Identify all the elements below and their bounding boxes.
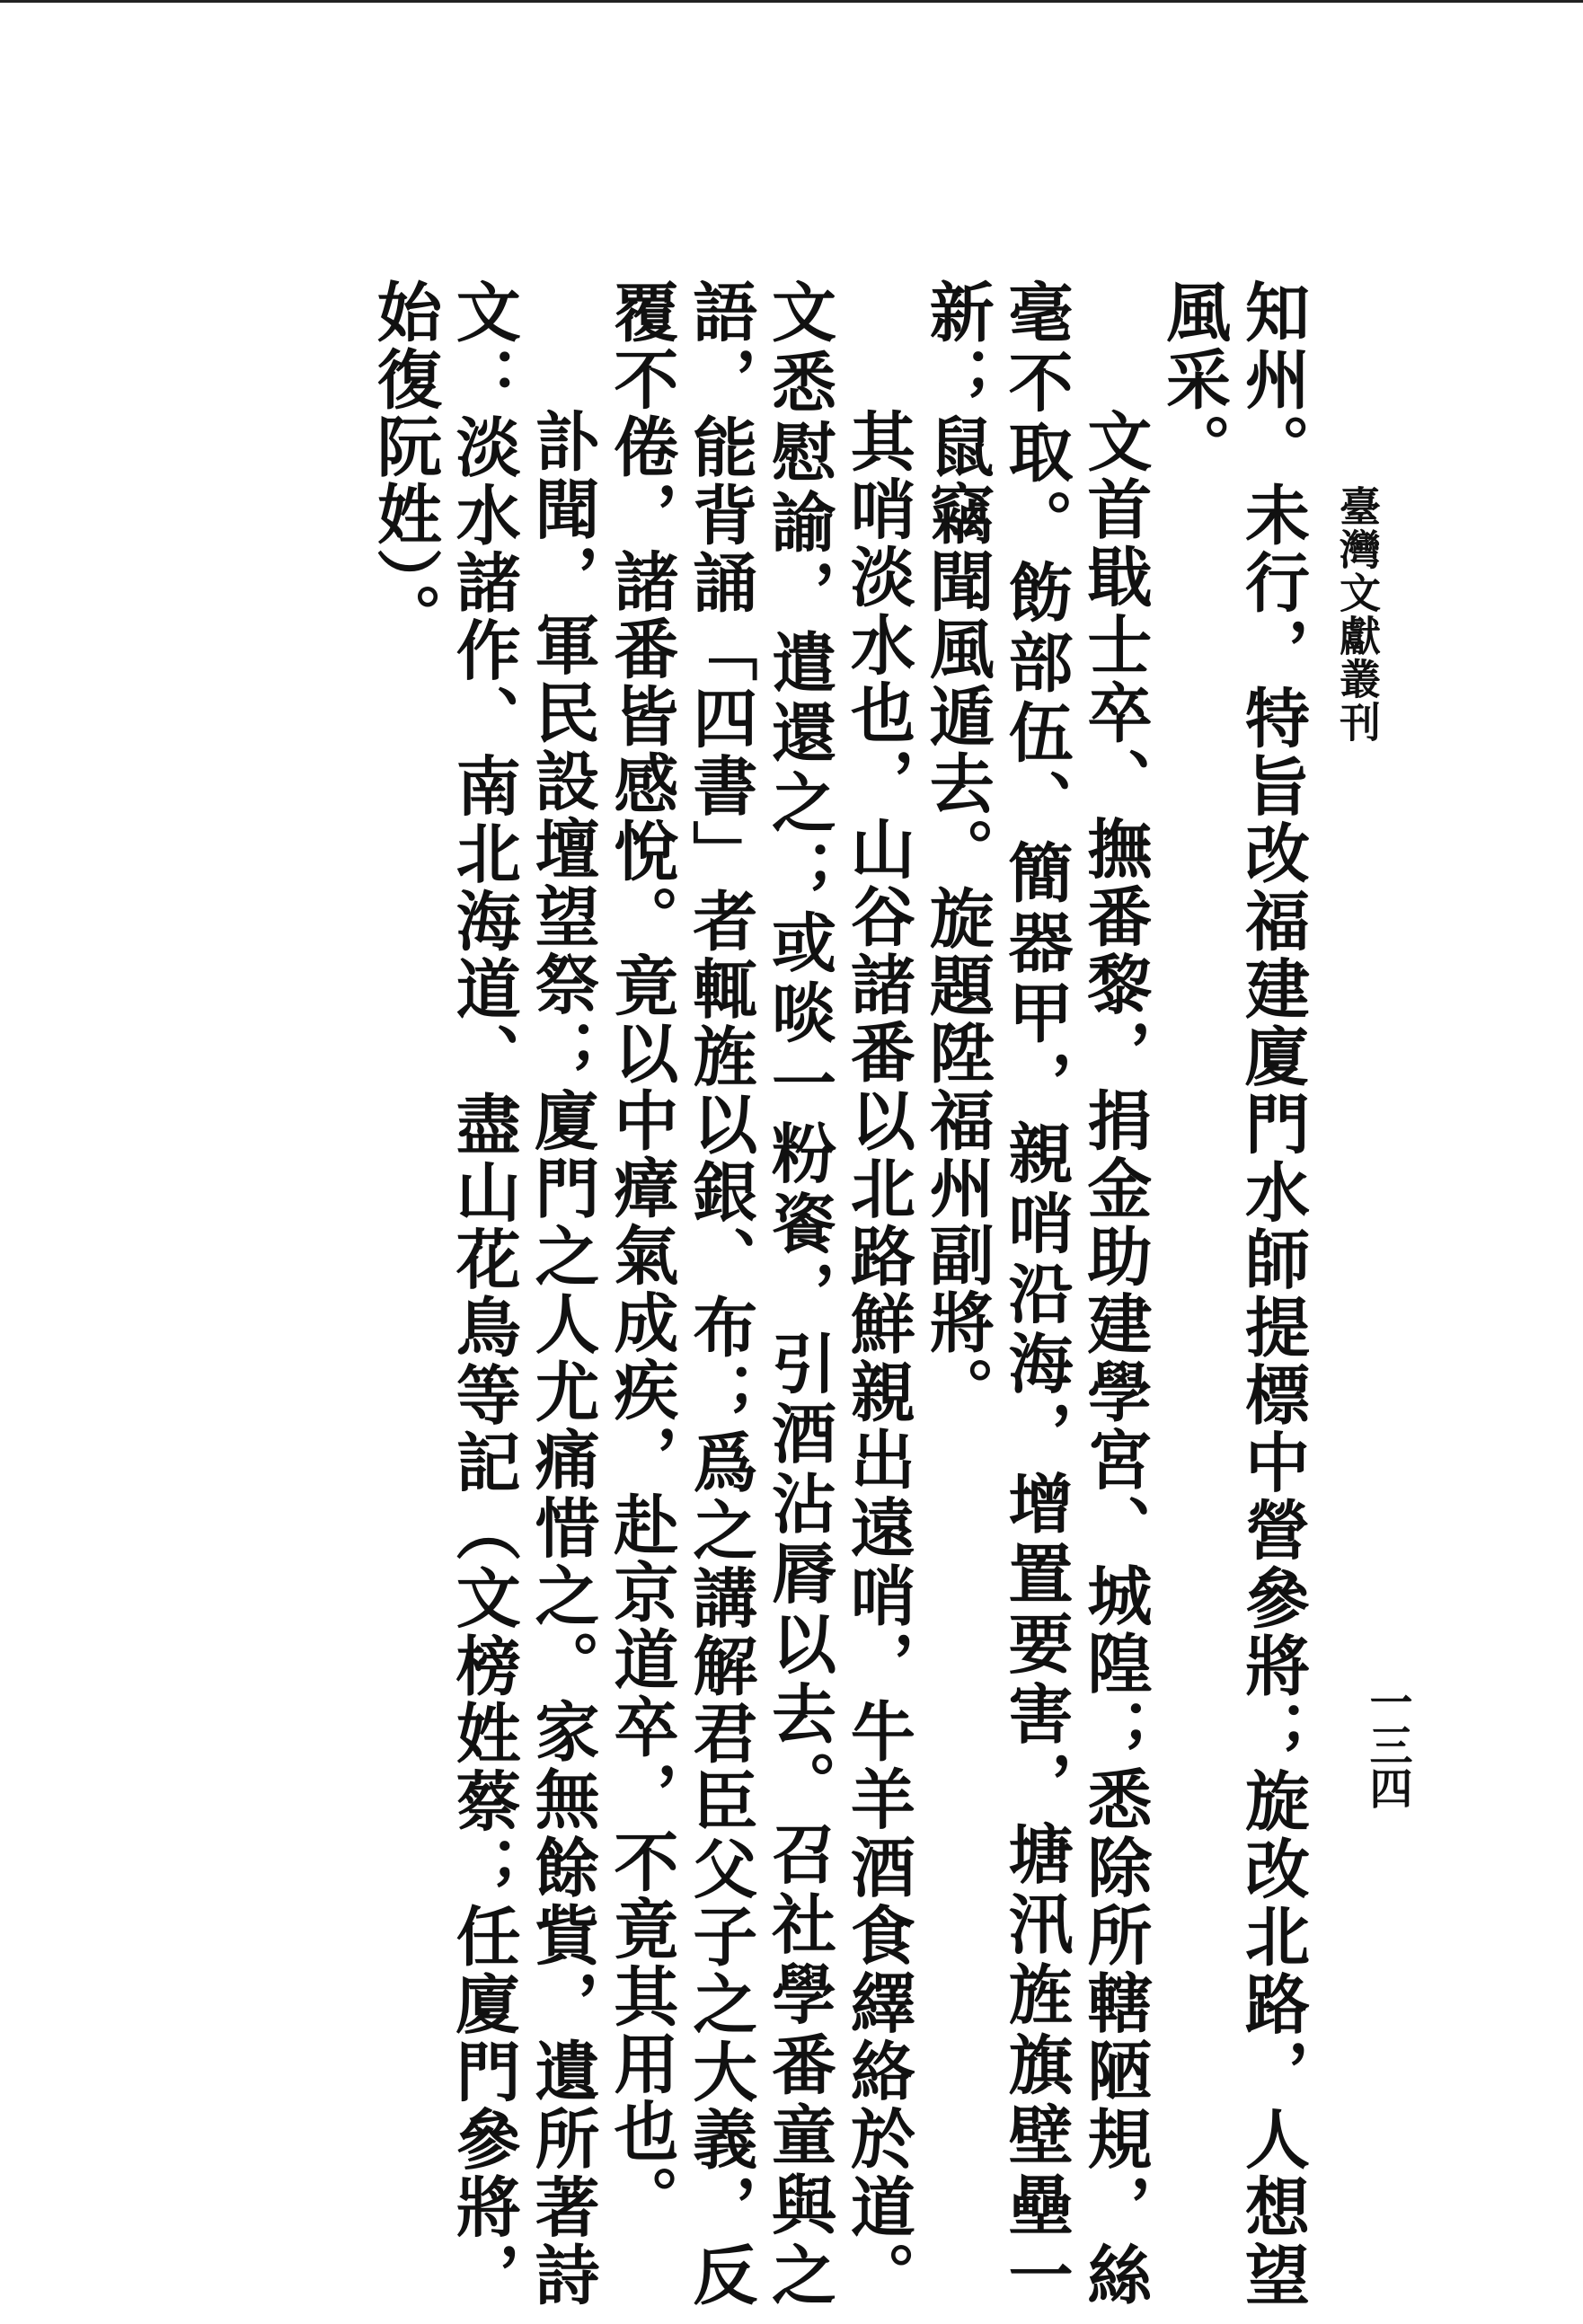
running-header-title: 臺灣文獻叢刊 (1333, 485, 1382, 744)
body-text-block (366, 278, 1312, 2309)
paragraph-2: 文首戢士卒、撫番黎，捐金助建學宮、城隍；悉除所轄陋規，絲毫不取。飭部伍、簡器甲，親哨沿海，增置要害，塘汛旌旗壁壘一新；鼠竊聞風遁去。旋題陞福州副將。 (918, 278, 1154, 2309)
top-border-line (0, 0, 1583, 3)
paragraph-4: 訃聞，軍民設壇望祭；廈門之人尤痛惜之。家無餘貲，遺所著詩文：淡水諸作、南北海道、盡山花鳥等記（文榜姓蔡；任廈門參將，始復阮姓）。 (366, 278, 601, 2309)
paragraph-1: 知州。未行，特旨改福建廈門水師提標中營參將；旋改北路，人想望風采。 (1155, 278, 1311, 2309)
page-number: 一三四 (1362, 1680, 1412, 1809)
paragraph-3: 其哨淡水也，山谷諸番以北路鮮親出遠哨，牛羊酒食繹絡於道。文悉慰諭，遣還之；或啖一粉餈，引酒沾脣以去。召社學番童與之語，能背誦「四書」者輒旌以銀、布；爲之講解君臣父子之大義，反覆不倦，諸番皆感悅。竟以中瘴氣成疾，赴京道卒，不竟其用也。 (603, 278, 916, 2309)
